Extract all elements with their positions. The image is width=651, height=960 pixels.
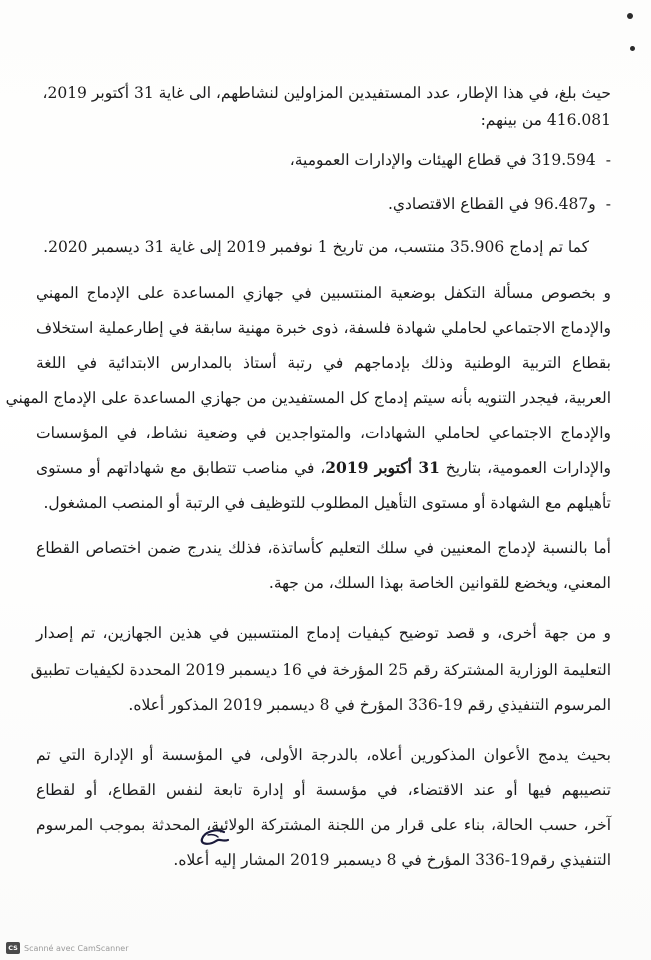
text-line: بحيث يدمج الأعوان المذكورين أعلاه، بالدرجة الأولى، في المؤسسة أو الإدارة التي تم bbox=[36, 746, 611, 764]
bullet-text: و96.487 في القطاع الاقتصادي. bbox=[387, 195, 596, 213]
signature-scribble bbox=[196, 826, 230, 848]
bullet-dash: - bbox=[605, 195, 611, 213]
bullet-text: 319.594 في قطاع الهيئات والإدارات العمومية، bbox=[289, 151, 596, 169]
text-line: آخر، حسب الحالة، بناء على قرار من اللجنة المشتركة الولائية، المحدثة بموجب المرسوم bbox=[36, 816, 611, 834]
bold-date: 31 أكتوبر 2019 bbox=[325, 458, 440, 477]
bullet-line bbox=[36, 194, 611, 214]
text-line: تنصيبهم فيها أو عند الاقتضاء، في مؤسسة أو إدارة تابعة لنفس القطاع، أو لقطاع bbox=[36, 781, 611, 799]
scan-mark-dot bbox=[630, 46, 635, 51]
bullet-dash: - bbox=[605, 151, 611, 169]
text-line: كما تم إدماج 35.906 منتسب، من تاريخ 1 نوفمبر 2019 إلى غاية 31 ديسمبر 2020. bbox=[43, 238, 589, 256]
text-line: حيث بلغ، في هذا الإطار، عدد المستفيدين المزاولين لنشاطهم، الى غاية 31 أكتوبر 2019، bbox=[42, 84, 611, 102]
text-line: 416.081 من بينهم: bbox=[480, 111, 611, 129]
text-line: المعني، ويخضع للقوانين الخاصة بهذا السلك، من جهة. bbox=[268, 574, 611, 592]
text-line: المرسوم التنفيذي رقم 19-336 المؤرخ في 8 ديسمبر 2019 المذكور أعلاه. bbox=[128, 696, 611, 714]
text-line: والإدماج الاجتماعي لحاملي شهادة فلسفة، ذوى خبرة مهنية سابقة في إطارعملية استخلاف bbox=[36, 319, 611, 337]
text-line: بقطاع التربية الوطنية وذلك بإدماجهم في رتبة أستاذ بالمدارس الابتدائية في اللغة bbox=[36, 354, 611, 372]
text-line: التنفيذي رقم19-336 المؤرخ في 8 ديسمبر 2019 المشار إليه أعلاه. bbox=[173, 851, 611, 869]
bullet-line bbox=[36, 150, 611, 170]
text-line: و من جهة أخرى، و قصد توضيح كيفيات إدماج المنتسبين في هذين الجهازين، تم إصدار bbox=[36, 624, 611, 642]
camscanner-footer bbox=[6, 941, 129, 955]
text-line: تأهيلهم مع الشهادة أو مستوى التأهيل المطلوب للتوظيف في الرتبة أو المنصب المشغول. bbox=[43, 494, 611, 512]
text-line-bold-date: والإدارات العمومية، بتاريخ 31 أكتوبر 2019، في مناصب تتطابق مع شهاداتهم أو مستوى bbox=[36, 458, 611, 477]
camscanner-label: Scanné avec CamScanner bbox=[24, 943, 129, 953]
text-line: العربية، فيجدر التنويه بأنه سيتم إدماج كل المستفيدين من جهازي المساعدة على الإدماج المهني bbox=[5, 389, 611, 407]
camscanner-logo-icon: CS bbox=[6, 942, 20, 954]
text-line: و بخصوص مسألة التكفل بوضعية المنتسبين في جهازي المساعدة على الإدماج المهني bbox=[36, 284, 611, 302]
scan-mark-dot bbox=[627, 13, 633, 19]
text-line: التعليمة الوزارية المشتركة رقم 25 المؤرخة في 16 ديسمبر 2019 المحددة لكيفيات تطبيق bbox=[30, 661, 611, 679]
text-line: والإدماج الاجتماعي لحاملي الشهادات، والمتواجدين في وضعية نشاط، في المؤسسات bbox=[36, 424, 611, 442]
text-line: أما بالنسبة لإدماج المعنيين في سلك التعليم كأساتذة، فذلك يندرج ضمن اختصاص القطاع bbox=[36, 539, 611, 557]
